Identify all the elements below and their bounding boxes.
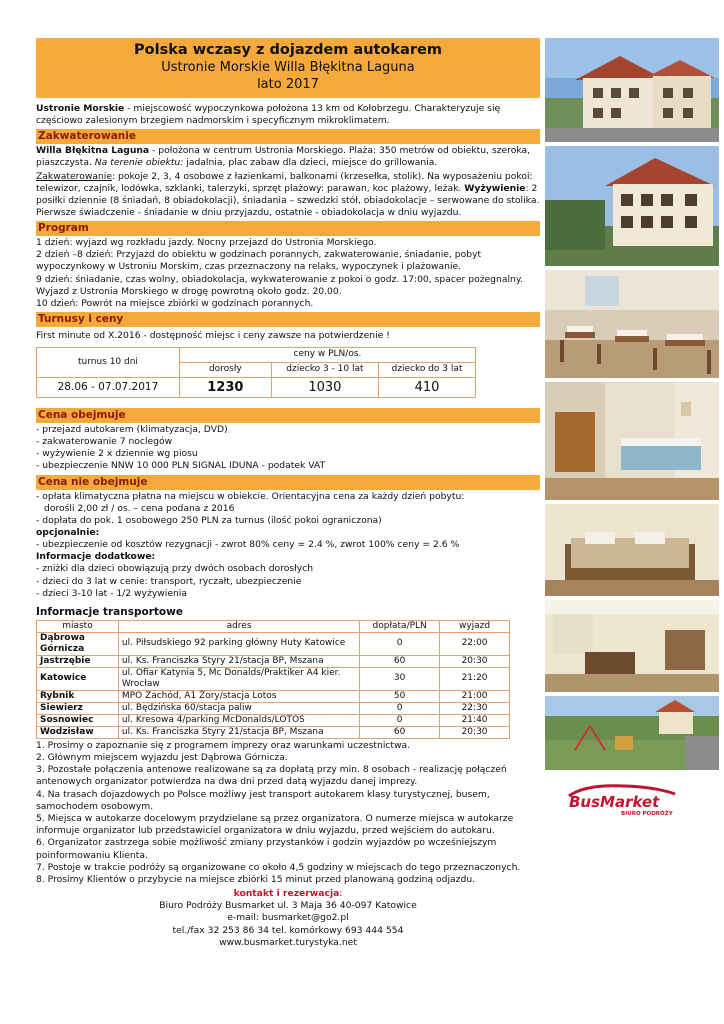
transport-city: Katowice <box>37 667 119 690</box>
transport-row <box>37 632 510 655</box>
playground-photo <box>545 696 719 770</box>
transport-address: MPO Zachód, A1 Żory/stacja Lotos <box>118 690 359 702</box>
price-col-prices: ceny w PLN/os. <box>179 348 475 363</box>
transport-address: ul. Będzińska 60/stacja paliw <box>118 702 359 714</box>
transport-table <box>36 620 510 739</box>
intro-paragraph <box>36 103 540 127</box>
transport-address: ul. Ks. Franciszka Styry 21/stacja BP, Mszana <box>118 726 359 738</box>
dining-room-photo <box>545 270 719 378</box>
price-child2: 410 <box>378 377 475 397</box>
transport-address: ul. Piłsudskiego 92 parking główny Huty Katowice <box>118 632 359 655</box>
transport-city: Jastrzębie <box>37 655 119 667</box>
transport-city: Dąbrowa Górnicza <box>37 632 119 655</box>
rooms-label: Zakwaterowanie <box>36 170 113 182</box>
transport-col-fee: dopłata/PLN <box>360 620 440 632</box>
accommodation-heading: Zakwaterowanie <box>36 129 540 144</box>
prices-heading: Turnusy i ceny <box>36 312 540 327</box>
busmarket-logo <box>565 782 680 816</box>
transport-row <box>37 690 510 702</box>
transport-fee: 50 <box>360 690 440 702</box>
transport-heading: Informacje transportowe <box>36 605 183 618</box>
extra-item: - dzieci do 3 lat w cenie: transport, ryczałt, ubezpieczenie <box>36 575 302 587</box>
villa-paragraph <box>36 145 540 169</box>
notes-list <box>36 740 540 886</box>
food-text: : 2 posiłki dziennie (8 śniadań, 8 obiadokolacji), śniadania – szwedzki stół, obiadokolacje – serwowane do stolika. Pierwsze świadczenie - śniadanie w dniu przyjazdu, ostatnie - obiadokolacja w dniu wyjazdu. <box>36 182 540 218</box>
contact-phone: tel./fax 32 253 86 34 tel. komórkowy 693 444 554 <box>172 924 404 936</box>
extra-item: - dzieci 3-10 lat - 1/2 wyżywienia <box>36 587 187 599</box>
note-item: 3. Pozostałe połączenia antenowe realizowane są za dopłatą przy min. 8 osobach - realizację połączeń antenowych organizator potwierdza na dwa dni przed datą wyjazdu danej imprezy. <box>36 764 507 788</box>
transport-address: ul. Kresowa 4/parking McDonalds/LOTOS <box>118 714 359 726</box>
excluded-item: - dopłata do pok. 1 osobowego 250 PLN za turnus (ilość pokoi ograniczona) <box>36 514 382 526</box>
included-item: - zakwaterowanie 7 noclegów <box>36 436 173 448</box>
transport-row <box>37 702 510 714</box>
contact-email[interactable]: e-mail: busmarket@go2.pl <box>227 912 349 924</box>
transport-city: Rybnik <box>37 690 119 702</box>
note-item: 4. Na trasach dojazdowych po Polsce możliwy jest transport autokarem klasy turystycznej, busem, samochodem osobowym. <box>36 788 490 812</box>
transport-city: Wodzisław <box>37 726 119 738</box>
extra-item: - zniżki dla dzieci obowiązują przy dwóch osobach dorosłych <box>36 563 314 575</box>
contact-label: kontakt i rezerwacja <box>233 888 340 900</box>
transport-city: Siewierz <box>37 702 119 714</box>
offer-header <box>36 38 540 98</box>
villa-exterior-photo-1 <box>545 38 719 142</box>
program-heading: Program <box>36 221 540 236</box>
transport-fee: 30 <box>360 667 440 690</box>
transport-address: ul. Ofiar Katynia 5, Mc Donalds/Praktiker A4 kier. Wrocław <box>118 667 359 690</box>
transport-time: 21:00 <box>440 690 510 702</box>
transport-fee: 0 <box>360 702 440 714</box>
intro-place: Ustronie Morskie <box>36 103 125 114</box>
excluded-heading: Cena nie obejmuje <box>36 475 540 490</box>
intro-text: - miejscowość wypoczynkowa położona 13 km od Kołobrzegu. Charakteryzuje się częściowo zalesionym brzegiem nadmorskim i specyficznym mikroklimatem. <box>36 103 501 127</box>
excluded-item: - opłata klimatyczna płatna na miejscu w obiekcie. Orientacyjna cena za każdy dzień pobytu: <box>36 490 465 502</box>
offer-subtitle: Ustronie Morskie Willa Błękitna Laguna <box>161 60 415 75</box>
note-item: 8. Prosimy Klientów o przybycie na miejsce zbiórki 15 minut przed planowaną godziną odjazdu. <box>36 873 476 885</box>
price-col-child2: dziecko do 3 lat <box>378 362 475 377</box>
note-item: 5. Miejsca w autokarze docelowym przydzielane są przez organizatora. O numerze miejsca w autokarze informuje organizator lub przedstawiciel organizatora w dniu wyjazdu, przed wejściem do autokaru. <box>36 812 514 837</box>
transport-fee: 60 <box>360 655 440 667</box>
apartment-photo <box>545 600 719 692</box>
transport-col-city: miasto <box>37 620 119 632</box>
note-item: 7. Postoje w trakcie podróży są organizowane co około 4,5 godziny w miejscach do tego przeznaczonych. <box>36 861 521 873</box>
included-item: - ubezpieczenie NNW 10 000 PLN SIGNAL IDUNA - podatek VAT <box>36 460 326 472</box>
transport-time: 21:40 <box>440 714 510 726</box>
transport-time: 21:20 <box>440 667 510 690</box>
program-line: 9 dzień: śniadanie, czas wolny, obiadokolacja, wykwaterowanie z pokoi o godz. 17:00, spacer pożegnalny. Wyjazd z Ustronia Morskiego w drogę powrotną około godz. 20.00. <box>36 273 523 297</box>
contact-label-line <box>36 888 540 900</box>
transport-city: Sosnowiec <box>37 714 119 726</box>
food-label: Wyżywienie <box>464 182 526 194</box>
transport-time: 20:30 <box>440 726 510 738</box>
optional-label: opcjonalnie: <box>36 527 100 538</box>
program-line: 1 dzień: wyjazd wg rozkładu jazdy. Nocny przejazd do Ustronia Morskiego. <box>36 237 377 249</box>
program-line: 10 dzień: Powrót na miejsce zbiórki w godzinach porannych. <box>36 297 314 309</box>
transport-row <box>37 655 510 667</box>
price-adult: 1230 <box>179 377 271 397</box>
included-item: - wyżywienie 2 x dziennie wg piosu <box>36 448 198 460</box>
terrain-label: Na terenie obiektu: <box>94 157 184 169</box>
note-item: 2. Głównym miejscem wyjazdu jest Dąbrowa Górnicza. <box>36 751 288 763</box>
villa-text: - położona w centrum Ustronia Morskiego. Plaża: 350 metrów od obiektu, szeroka, piaszczysta. <box>36 145 531 169</box>
excluded-item: - ubezpieczenie od kosztów rezygnacji - zwrot 80% ceny = 2.4 %, zwrot 100% ceny = 2.6 % <box>36 539 460 551</box>
offer-page <box>36 38 540 949</box>
transport-time: 22:30 <box>440 702 510 714</box>
transport-col-address: adres <box>118 620 359 632</box>
transport-address: ul. Ks. Franciszka Styry 21/stacja BP, Mszana <box>118 655 359 667</box>
villa-exterior-photo-2 <box>545 146 719 266</box>
rooms-text: : pokoje 2, 3, 4 osobowe z łazienkami, balkonami (krzesełka, stolik). Na wyposażeniu pokoi: telewizor, czajnik, lodówka, szklanki, talerzyki, sprzęt plażowy: parawan, koc plażowy, leżak. <box>36 170 533 194</box>
room-photo-2 <box>545 504 719 596</box>
offer-title: Polska wczasy z dojazdem autokarem <box>134 42 442 58</box>
contact-colon: : <box>339 888 343 900</box>
transport-fee: 60 <box>360 726 440 738</box>
included-list <box>36 424 540 473</box>
transport-row <box>37 726 510 738</box>
note-item: 6. Organizator zastrzega sobie możliwość zmiany przystanków i godzin wyjazdów po wcześniejszym poinformowaniu Klienta. <box>36 837 497 861</box>
transport-row <box>37 667 510 690</box>
transport-col-departure: wyjazd <box>440 620 510 632</box>
transport-time: 20:30 <box>440 655 510 667</box>
logo-wordmark: BusMarket <box>569 793 660 811</box>
price-dates: 28.06 - 07.07.2017 <box>37 377 180 397</box>
terrain-text: jadalnia, plac zabaw dla dzieci, miejsce do grillowania. <box>183 157 438 169</box>
included-heading: Cena obejmuje <box>36 408 540 423</box>
transport-fee: 0 <box>360 632 440 655</box>
extra-info-label: Informacje dodatkowe: <box>36 551 156 563</box>
rooms-paragraph <box>36 171 540 220</box>
price-table <box>36 347 476 398</box>
logo-tagline: BIURO PODRÓŻY <box>621 811 673 816</box>
offer-season: lato 2017 <box>257 77 319 92</box>
transport-row <box>37 714 510 726</box>
villa-name: Willa Błękitna Laguna <box>36 145 150 157</box>
transport-fee: 0 <box>360 714 440 726</box>
contact-footer <box>36 888 540 949</box>
included-item: - przejazd autokarem (klimatyzacja, DVD) <box>36 424 228 436</box>
excluded-list <box>36 491 540 600</box>
price-col-child1: dziecko 3 - 10 lat <box>271 362 378 377</box>
transport-rows <box>37 632 510 738</box>
note-item: 1. Prosimy o zapoznanie się z programem imprezy oraz warunkami uczestnictwa. <box>36 739 411 751</box>
contact-website[interactable]: www.busmarket.turystyka.net <box>219 936 357 948</box>
transport-time: 22:00 <box>440 632 510 655</box>
prices-note: First minute od X.2016 - dostępność miejsc i ceny zawsze na potwierdzenie ! <box>36 329 390 341</box>
program-line: 2 dzień –8 dzień: Przyjazd do obiektu w godzinach porannych, zakwaterowanie, śniadanie, pobyt wypoczynkowy w Ustroniu Morskim, czas przeznaczony na relaks, wypoczynek i plażowanie. <box>36 249 482 273</box>
price-child1: 1030 <box>271 377 378 397</box>
price-col-turnus: turnus 10 dni <box>37 348 180 378</box>
room-photo-1 <box>545 382 719 500</box>
contact-address: Biuro Podróży Busmarket ul. 3 Maja 36 40-097 Katowice <box>159 900 417 912</box>
excluded-item: dorośli 2,00 zł / os. – cena podana z 2016 <box>44 502 235 514</box>
program-list <box>36 237 540 310</box>
price-col-adult: dorosły <box>179 362 271 377</box>
